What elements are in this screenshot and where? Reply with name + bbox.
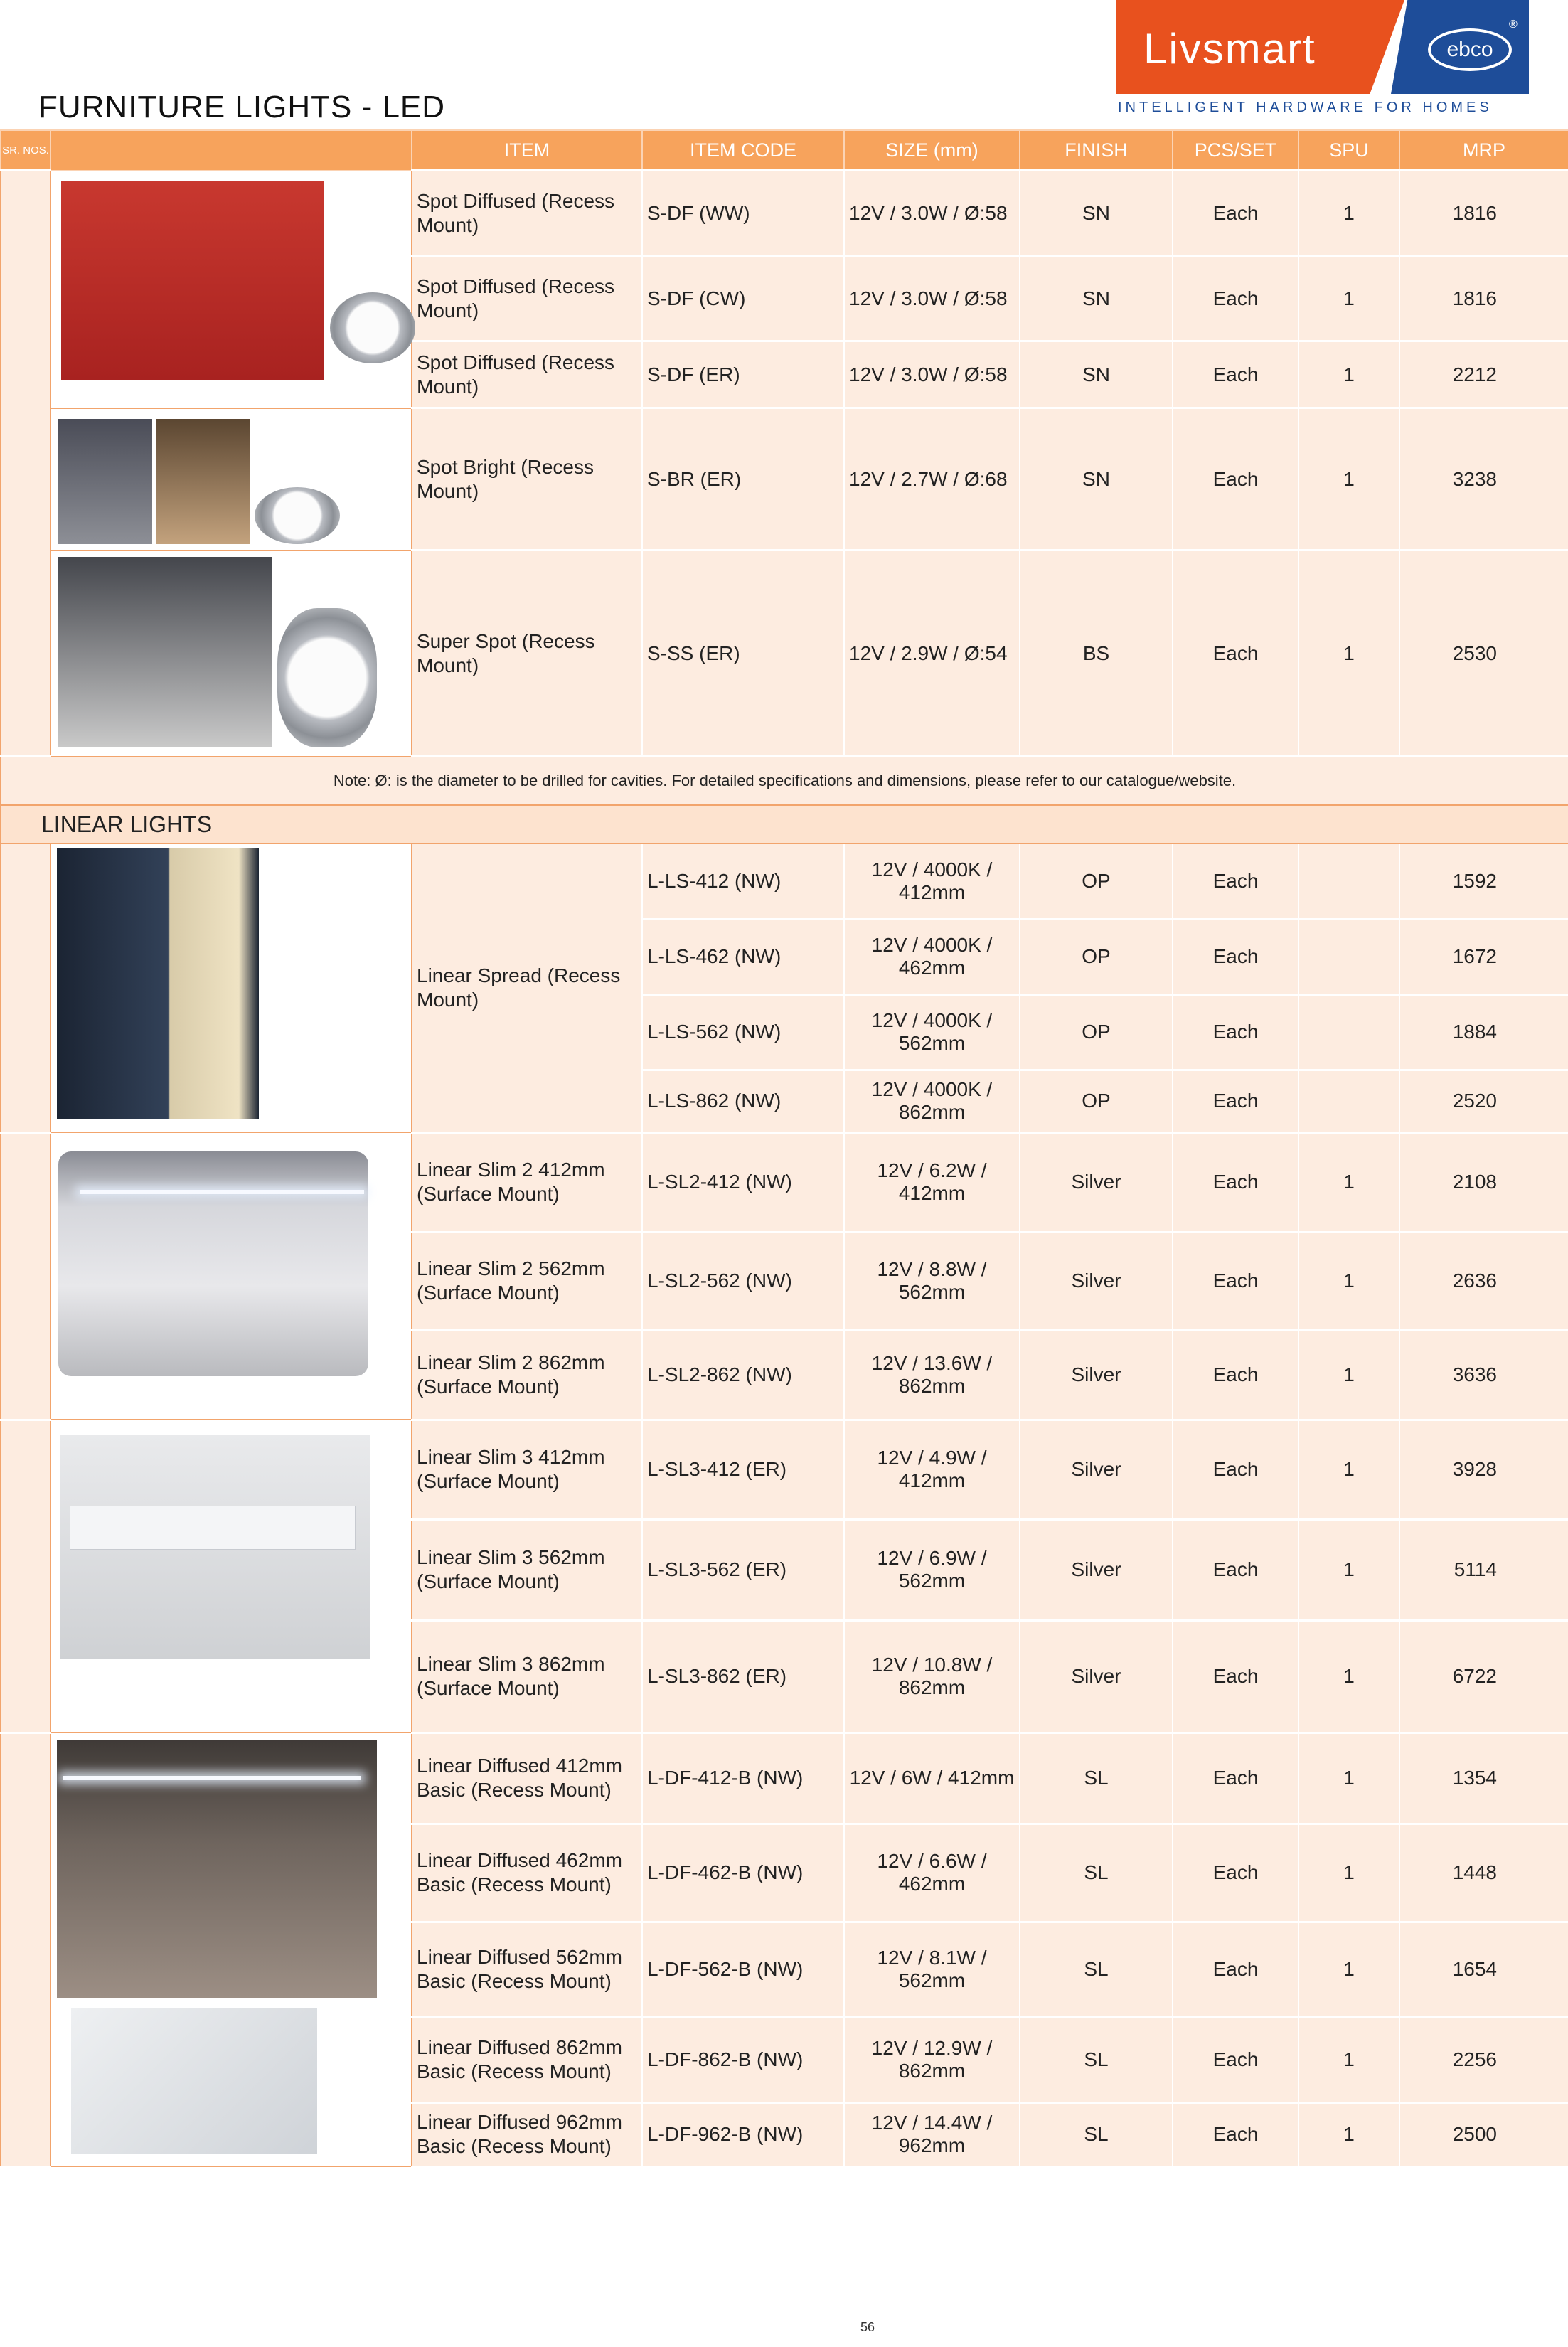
size-cell: 12V / 8.8W / 562mm [844, 1232, 1020, 1330]
size-cell: 12V / 3.0W / Ø:58 [844, 256, 1020, 341]
table-header-row [1, 130, 1568, 171]
col-spu: SPU [1298, 130, 1399, 171]
spu-cell: 1 [1298, 1824, 1399, 1922]
pcs-cell: Each [1173, 1824, 1298, 1922]
col-image [50, 130, 412, 171]
kitchen-photo [58, 1151, 368, 1376]
size-cell: 12V / 4000K / 862mm [844, 1070, 1020, 1132]
col-item: ITEM [412, 130, 642, 171]
spot-bright-photo [50, 408, 412, 550]
item-cell: Linear Slim 3 412mm (Surface Mount) [412, 1420, 642, 1519]
size-cell: 12V / 6.6W / 462mm [844, 1824, 1020, 1922]
spu-cell: 1 [1298, 2102, 1399, 2166]
mrp-cell: 1448 [1399, 1824, 1568, 1922]
mrp-cell: 1884 [1399, 994, 1568, 1070]
spu-cell: 1 [1298, 1420, 1399, 1519]
mrp-cell: 3928 [1399, 1420, 1568, 1519]
spot-diffused-photo [50, 171, 412, 408]
pcs-cell: Each [1173, 341, 1298, 408]
mrp-cell: 1672 [1399, 919, 1568, 994]
spu-cell: 1 [1298, 1922, 1399, 2017]
spu-cell: 1 [1298, 1519, 1399, 1620]
note-row [1, 757, 1568, 806]
size-cell: 12V / 3.0W / Ø:58 [844, 171, 1020, 256]
super-spot-photo [50, 550, 412, 757]
table-row [1, 171, 1568, 256]
light-strip [63, 1776, 361, 1780]
page-number: 56 [860, 2320, 875, 2334]
linear-slim3-photo [50, 1420, 412, 1733]
finish-cell: SL [1020, 1733, 1173, 1824]
code-cell: L-LS-412 (NW) [642, 843, 844, 919]
col-item-code: ITEM CODE [642, 130, 844, 171]
code-cell: S-BR (ER) [642, 408, 844, 550]
col-pcs-set: PCS/SET [1173, 130, 1298, 171]
sr-cell [1, 843, 50, 1132]
code-cell: L-SL3-562 (ER) [642, 1519, 844, 1620]
code-cell: L-SL3-412 (ER) [642, 1420, 844, 1519]
finish-cell: SN [1020, 408, 1173, 550]
item-cell: Spot Bright (Recess Mount) [412, 408, 642, 550]
red-wall-photo [61, 181, 324, 380]
code-cell: L-SL2-562 (NW) [642, 1232, 844, 1330]
warm-room-photo [156, 419, 250, 544]
price-table [0, 129, 1568, 2168]
item-cell: Super Spot (Recess Mount) [412, 550, 642, 757]
mrp-cell: 1816 [1399, 171, 1568, 256]
col-size: SIZE (mm) [844, 130, 1020, 171]
pcs-cell: Each [1173, 1232, 1298, 1330]
size-cell: 12V / 3.0W / Ø:58 [844, 341, 1020, 408]
mrp-cell: 1354 [1399, 1733, 1568, 1824]
finish-cell: Silver [1020, 1519, 1173, 1620]
mrp-cell: 1592 [1399, 843, 1568, 919]
finish-cell: Silver [1020, 1132, 1173, 1232]
linear-diffused-photo [50, 1733, 412, 2166]
spu-cell: 1 [1298, 1330, 1399, 1420]
item-cell: Spot Diffused (Recess Mount) [412, 341, 642, 408]
item-cell: Linear Slim 3 862mm (Surface Mount) [412, 1620, 642, 1733]
pcs-cell: Each [1173, 919, 1298, 994]
pcs-cell: Each [1173, 256, 1298, 341]
item-cell: Linear Spread (Recess Mount) [412, 843, 642, 1132]
code-cell: L-SL2-412 (NW) [642, 1132, 844, 1232]
pcs-cell: Each [1173, 171, 1298, 256]
mrp-cell: 2212 [1399, 341, 1568, 408]
logo-registered-mark: ® [1509, 18, 1518, 31]
pcs-cell: Each [1173, 2102, 1298, 2166]
pcs-cell: Each [1173, 1922, 1298, 2017]
sr-cell [1, 1132, 50, 1420]
code-cell: L-DF-962-B (NW) [642, 2102, 844, 2166]
mrp-cell: 2520 [1399, 1070, 1568, 1132]
spu-cell: 1 [1298, 341, 1399, 408]
size-cell: 12V / 12.9W / 862mm [844, 2017, 1020, 2102]
item-cell: Spot Diffused (Recess Mount) [412, 171, 642, 256]
item-cell: Linear Slim 2 562mm (Surface Mount) [412, 1232, 642, 1330]
code-cell: S-DF (ER) [642, 341, 844, 408]
mrp-cell: 6722 [1399, 1620, 1568, 1733]
spu-cell [1298, 1070, 1399, 1132]
finish-cell: Silver [1020, 1420, 1173, 1519]
spot-bright-product [255, 487, 340, 544]
size-cell: 12V / 10.8W / 862mm [844, 1620, 1020, 1733]
finish-cell: Silver [1020, 1620, 1173, 1733]
page-title: FURNITURE LIGHTS - LED [38, 90, 446, 124]
code-cell: L-LS-462 (NW) [642, 919, 844, 994]
gray-room-photo [58, 557, 272, 747]
finish-cell: Silver [1020, 1232, 1173, 1330]
item-cell: Linear Diffused 412mm Basic (Recess Mount) [412, 1733, 642, 1824]
spu-cell [1298, 919, 1399, 994]
finish-cell: SL [1020, 2102, 1173, 2166]
sr-cell [1, 1420, 50, 1733]
pcs-cell: Each [1173, 1620, 1298, 1733]
mrp-cell: 2108 [1399, 1132, 1568, 1232]
item-cell: Linear Diffused 562mm Basic (Recess Mount) [412, 1922, 642, 2017]
dim-room-photo [58, 419, 152, 544]
pcs-cell: Each [1173, 550, 1298, 757]
pcs-cell: Each [1173, 843, 1298, 919]
pcs-cell: Each [1173, 1420, 1298, 1519]
code-cell: S-DF (WW) [642, 171, 844, 256]
spu-cell: 1 [1298, 2017, 1399, 2102]
code-cell: S-SS (ER) [642, 550, 844, 757]
finish-cell: SL [1020, 1824, 1173, 1922]
finish-cell: OP [1020, 843, 1173, 919]
spu-cell: 1 [1298, 1733, 1399, 1824]
table-row [1, 1733, 1568, 1824]
code-cell: L-DF-462-B (NW) [642, 1824, 844, 1922]
finish-cell: SN [1020, 341, 1173, 408]
size-cell: 12V / 13.6W / 862mm [844, 1330, 1020, 1420]
spu-cell: 1 [1298, 1620, 1399, 1733]
size-cell: 12V / 4000K / 412mm [844, 843, 1020, 919]
size-cell: 12V / 6W / 412mm [844, 1733, 1020, 1824]
cabinet-photo [57, 848, 259, 1119]
section-row [1, 805, 1568, 843]
table-row [1, 843, 1568, 919]
spu-cell [1298, 843, 1399, 919]
finish-cell: Silver [1020, 1330, 1173, 1420]
spu-cell: 1 [1298, 256, 1399, 341]
pcs-cell: Each [1173, 408, 1298, 550]
size-cell: 12V / 8.1W / 562mm [844, 1922, 1020, 2017]
pcs-cell: Each [1173, 1132, 1298, 1232]
size-cell: 12V / 4000K / 462mm [844, 919, 1020, 994]
item-cell: Linear Slim 2 412mm (Surface Mount) [412, 1132, 642, 1232]
mrp-cell: 2636 [1399, 1232, 1568, 1330]
brand-logo [1116, 0, 1529, 94]
mrp-cell: 2500 [1399, 2102, 1568, 2166]
item-cell: Linear Slim 2 862mm (Surface Mount) [412, 1330, 642, 1420]
finish-cell: SL [1020, 2017, 1173, 2102]
mrp-cell: 2530 [1399, 550, 1568, 757]
pcs-cell: Each [1173, 1733, 1298, 1824]
pcs-cell: Each [1173, 1519, 1298, 1620]
item-cell: Linear Slim 3 562mm (Surface Mount) [412, 1519, 642, 1620]
mrp-cell: 1654 [1399, 1922, 1568, 2017]
finish-cell: OP [1020, 919, 1173, 994]
table-row [1, 1132, 1568, 1232]
finish-cell: SN [1020, 171, 1173, 256]
pcs-cell: Each [1173, 1070, 1298, 1132]
code-cell: L-DF-412-B (NW) [642, 1733, 844, 1824]
light-strip [80, 1190, 364, 1194]
linear-spread-photo [50, 843, 412, 1132]
col-sr: SR. NOS. [1, 130, 50, 171]
logo-tagline: INTELLIGENT HARDWARE FOR HOMES [1118, 100, 1493, 115]
size-cell: 12V / 4000K / 562mm [844, 994, 1020, 1070]
logo-partner-mark: ebco [1428, 28, 1512, 71]
note-text: Note: Ø: is the diameter to be drilled for cavities. For detailed specifications and dimensions, please refer to our catalogue/website. [1, 757, 1568, 806]
spu-cell: 1 [1298, 550, 1399, 757]
code-cell: L-LS-562 (NW) [642, 994, 844, 1070]
finish-cell: SL [1020, 1922, 1173, 2017]
section-title: LINEAR LIGHTS [1, 805, 1568, 843]
spu-cell: 1 [1298, 1132, 1399, 1232]
table-row [1, 550, 1568, 757]
size-cell: 12V / 6.2W / 412mm [844, 1132, 1020, 1232]
pcs-cell: Each [1173, 2017, 1298, 2102]
table-row [1, 408, 1568, 550]
code-cell: S-DF (CW) [642, 256, 844, 341]
sr-cell [1, 1733, 50, 2166]
finish-cell: SN [1020, 256, 1173, 341]
spu-cell: 1 [1298, 1232, 1399, 1330]
mrp-cell: 3238 [1399, 408, 1568, 550]
spot-diffused-product [330, 292, 415, 363]
item-cell: Linear Diffused 462mm Basic (Recess Mount) [412, 1824, 642, 1922]
bar-product-photo [71, 2008, 317, 2154]
spu-cell: 1 [1298, 171, 1399, 256]
code-cell: L-DF-862-B (NW) [642, 2017, 844, 2102]
finish-cell: BS [1020, 550, 1173, 757]
spu-cell [1298, 994, 1399, 1070]
profile-bar [70, 1506, 356, 1550]
spu-cell: 1 [1298, 408, 1399, 550]
code-cell: L-LS-862 (NW) [642, 1070, 844, 1132]
linear-slim2-photo [50, 1132, 412, 1420]
pcs-cell: Each [1173, 1330, 1298, 1420]
logo-brand-name: Livsmart [1143, 25, 1316, 73]
mrp-cell: 1816 [1399, 256, 1568, 341]
code-cell: L-DF-562-B (NW) [642, 1922, 844, 2017]
size-cell: 12V / 2.7W / Ø:68 [844, 408, 1020, 550]
size-cell: 12V / 14.4W / 962mm [844, 2102, 1020, 2166]
size-cell: 12V / 2.9W / Ø:54 [844, 550, 1020, 757]
finish-cell: OP [1020, 1070, 1173, 1132]
sr-cell [1, 171, 50, 757]
col-mrp: MRP [1399, 130, 1568, 171]
mrp-cell: 3636 [1399, 1330, 1568, 1420]
mrp-cell: 2256 [1399, 2017, 1568, 2102]
item-cell: Linear Diffused 862mm Basic (Recess Mount) [412, 2017, 642, 2102]
code-cell: L-SL3-862 (ER) [642, 1620, 844, 1733]
table-row [1, 1420, 1568, 1519]
item-cell: Linear Diffused 962mm Basic (Recess Mount) [412, 2102, 642, 2166]
item-cell: Spot Diffused (Recess Mount) [412, 256, 642, 341]
size-cell: 12V / 4.9W / 412mm [844, 1420, 1020, 1519]
super-spot-product [277, 608, 377, 747]
col-finish: FINISH [1020, 130, 1173, 171]
finish-cell: OP [1020, 994, 1173, 1070]
mrp-cell: 5114 [1399, 1519, 1568, 1620]
size-cell: 12V / 6.9W / 562mm [844, 1519, 1020, 1620]
code-cell: L-SL2-862 (NW) [642, 1330, 844, 1420]
pcs-cell: Each [1173, 994, 1298, 1070]
